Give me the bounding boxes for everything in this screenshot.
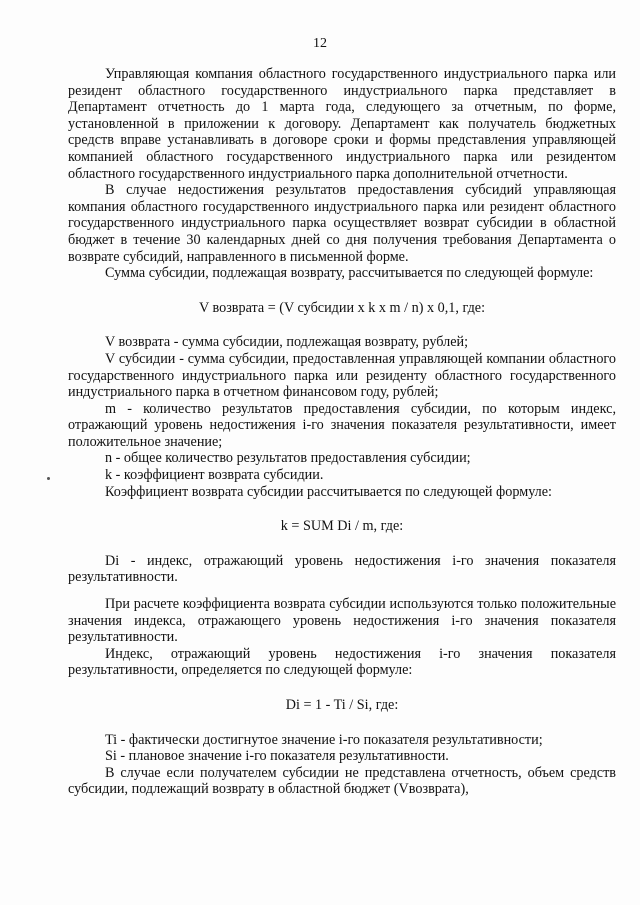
- paragraph-reporting: Управляющая компания областного государственного индустриального парка или резидент областного государственного индустриального парка представляет в Департамент отчетность до 1 марта года, следующего за отчетным, по форме, установленной в приложении к договору. Департамент как получатель бюджетных средств вправе устанавливать в договоре сроки и формы представления управляющей компанией областного государственного индустриального парка или резидентом областного государственного индустриального парка дополнительной отчетности.: [68, 66, 616, 182]
- spacer: [68, 535, 616, 553]
- spacer: [68, 586, 616, 596]
- definition-di: Di - индекс, отражающий уровень недостижения i-го значения показателя результативности.: [68, 552, 616, 586]
- definition-m: m - количество результатов предоставления субсидии, по которым индекс, отражающий уровень недостижения i-го значения показателя результативности, имеет положительное значение;: [68, 400, 616, 450]
- definition-v-subsidy: V субсидии - сумма субсидии, предоставленная управляющей компании областного государственного индустриального парка или резиденту областного государственного индустриального парка в отчетном финансовом году, рублей;: [68, 350, 616, 401]
- spacer: [68, 679, 616, 697]
- definition-v-refund: V возврата - сумма субсидии, подлежащая возврату, рублей;: [105, 334, 469, 351]
- spacer: [68, 714, 616, 732]
- formula-di: Di = 1 - Ti / Si, где:: [285, 697, 399, 713]
- formula-k: k = SUM Di / m, где:: [280, 518, 404, 535]
- paragraph-no-reporting: В случае если получателем субсидии не представлена отчетность, объем средств субсидии, подлежащий возврату в областной бюджет (Vвозврата),: [68, 764, 616, 798]
- paragraph-refund-formula-intro: Сумма субсидии, подлежащая возврату, рассчитывается по следующей формуле:: [105, 265, 594, 282]
- paragraph-refund-condition: В случае недостижения результатов предоставления субсидий управляющая компания областного государственного индустриального парка или резидент областного государственного индустриального парка осуществляет возврат субсидии в областной бюджет в течение 30 календарных дней со дня получения требования Департамента о возврате субсидий, направленного в письменной форме.: [68, 182, 616, 265]
- scan-speck: [47, 477, 50, 480]
- formula-refund: V возврата = (V субсидии x k x m / n) x 0,1, где:: [198, 299, 486, 316]
- definition-ti: Ti - фактически достигнутое значение i-го показателя результативности;: [105, 731, 543, 748]
- document-body: [68, 66, 616, 798]
- paragraph-di-formula-intro: Индекс, отражающий уровень недостижения i-го значения показателя результативности, определяется по следующей формуле:: [68, 645, 616, 679]
- paragraph-k-formula-intro: Коэффициент возврата субсидии рассчитывается по следующей формуле:: [105, 483, 552, 500]
- spacer: [68, 316, 616, 334]
- definition-k: k - коэффициент возврата субсидии.: [105, 467, 324, 484]
- definition-si: Si - плановое значение i-го показателя результативности.: [105, 748, 449, 765]
- spacer: [68, 500, 616, 518]
- spacer: [68, 282, 616, 300]
- page-number: 12: [313, 36, 327, 51]
- paragraph-positive-values: При расчете коэффициента возврата субсидии используются только положительные значения индекса, отражающего уровень недостижения i-го значения показателя результативности.: [68, 596, 616, 646]
- definition-n: n - общее количество результатов предоставления субсидии;: [105, 450, 471, 467]
